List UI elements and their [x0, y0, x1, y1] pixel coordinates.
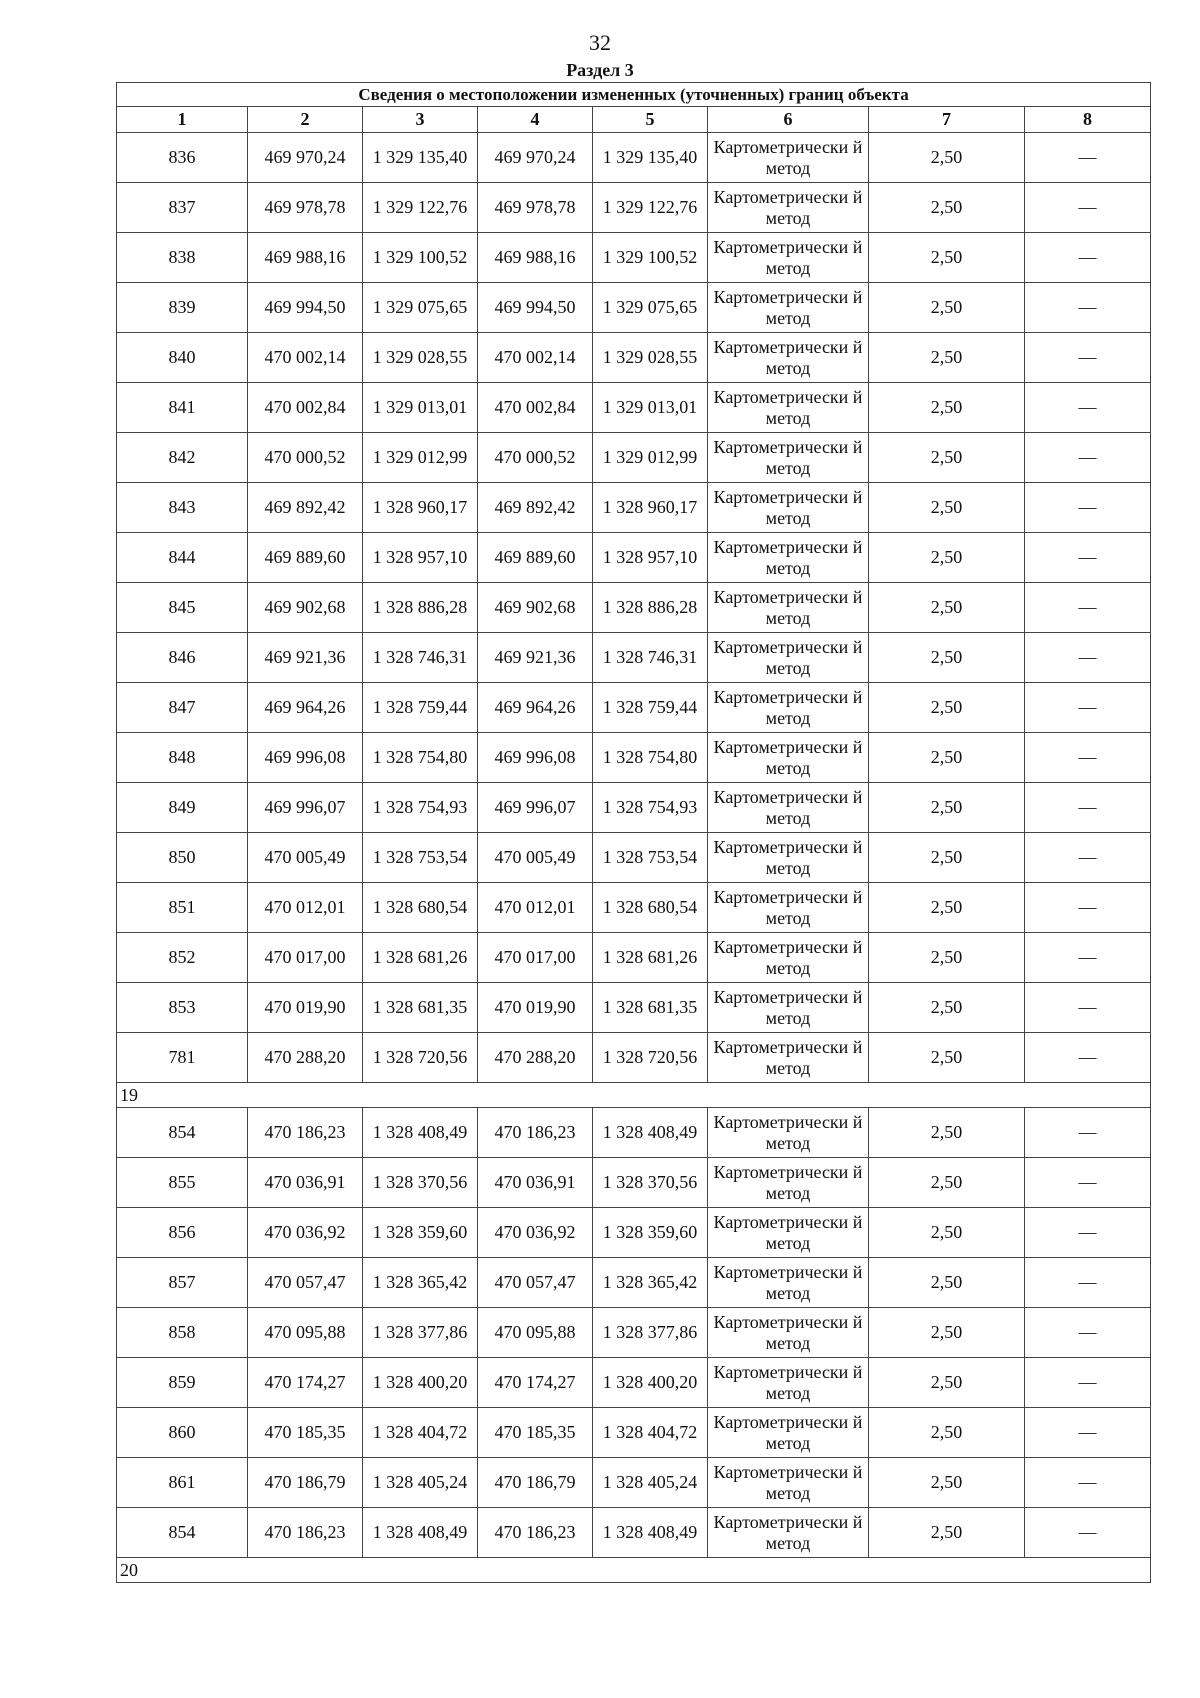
- cell-y-old: 1 328 753,54: [363, 833, 478, 883]
- cell-x-new: 469 892,42: [478, 483, 593, 533]
- cell-accuracy: 2,50: [869, 433, 1025, 483]
- cell-description: —: [1025, 1408, 1151, 1458]
- cell-y-new: 1 328 377,86: [593, 1308, 708, 1358]
- cell-point-number: 781: [117, 1033, 248, 1083]
- cell-method: Картометрически й метод: [708, 1033, 869, 1083]
- cell-x-old: 469 988,16: [248, 233, 363, 283]
- cell-point-number: 859: [117, 1358, 248, 1408]
- cell-method: Картометрически й метод: [708, 1308, 869, 1358]
- cell-method: Картометрически й метод: [708, 383, 869, 433]
- cell-y-new: 1 328 746,31: [593, 633, 708, 683]
- cell-y-new: 1 329 012,99: [593, 433, 708, 483]
- cell-accuracy: 2,50: [869, 1408, 1025, 1458]
- cell-point-number: 855: [117, 1158, 248, 1208]
- cell-x-old: 470 185,35: [248, 1408, 363, 1458]
- cell-x-new: 469 996,07: [478, 783, 593, 833]
- cell-accuracy: 2,50: [869, 183, 1025, 233]
- cell-y-old: 1 329 013,01: [363, 383, 478, 433]
- cell-description: —: [1025, 283, 1151, 333]
- table-row: [117, 683, 1151, 733]
- cell-x-new: 470 174,27: [478, 1358, 593, 1408]
- cell-accuracy: 2,50: [869, 483, 1025, 533]
- cell-y-old: 1 328 754,93: [363, 783, 478, 833]
- cell-method: Картометрически й метод: [708, 583, 869, 633]
- cell-method: Картометрически й метод: [708, 733, 869, 783]
- column-number-2: 2: [248, 107, 363, 133]
- table-row: [117, 733, 1151, 783]
- cell-x-old: 470 002,14: [248, 333, 363, 383]
- cell-description: —: [1025, 1033, 1151, 1083]
- cell-y-old: 1 328 960,17: [363, 483, 478, 533]
- table-row: [117, 1158, 1151, 1208]
- cell-description: —: [1025, 1208, 1151, 1258]
- cell-y-new: 1 328 408,49: [593, 1508, 708, 1558]
- cell-description: —: [1025, 183, 1151, 233]
- cell-accuracy: 2,50: [869, 633, 1025, 683]
- cell-point-number: 836: [117, 133, 248, 183]
- column-number-4: 4: [478, 107, 593, 133]
- table-row: [117, 233, 1151, 283]
- cell-y-new: 1 328 359,60: [593, 1208, 708, 1258]
- cell-accuracy: 2,50: [869, 233, 1025, 283]
- cell-x-new: 470 036,92: [478, 1208, 593, 1258]
- cell-x-old: 469 970,24: [248, 133, 363, 183]
- cell-y-old: 1 329 100,52: [363, 233, 478, 283]
- cell-y-old: 1 328 408,49: [363, 1108, 478, 1158]
- cell-x-new: 470 002,14: [478, 333, 593, 383]
- cell-method: Картометрически й метод: [708, 183, 869, 233]
- cell-y-new: 1 328 404,72: [593, 1408, 708, 1458]
- page-number: 32: [589, 30, 611, 55]
- cell-method: Картометрически й метод: [708, 233, 869, 283]
- cell-description: —: [1025, 383, 1151, 433]
- cell-point-number: 839: [117, 283, 248, 333]
- cell-method: Картометрически й метод: [708, 1458, 869, 1508]
- cell-method: Картометрически й метод: [708, 1158, 869, 1208]
- cell-x-new: 470 000,52: [478, 433, 593, 483]
- cell-method: Картометрически й метод: [708, 1208, 869, 1258]
- cell-point-number: 850: [117, 833, 248, 883]
- cell-x-old: 469 902,68: [248, 583, 363, 633]
- cell-point-number: 853: [117, 983, 248, 1033]
- cell-method: Картометрически й метод: [708, 833, 869, 883]
- cell-accuracy: 2,50: [869, 383, 1025, 433]
- cell-y-old: 1 328 759,44: [363, 683, 478, 733]
- table-row: [117, 1208, 1151, 1258]
- cell-point-number: 857: [117, 1258, 248, 1308]
- cell-method: Картометрически й метод: [708, 533, 869, 583]
- cell-x-new: 470 017,00: [478, 933, 593, 983]
- cell-x-old: 469 921,36: [248, 633, 363, 683]
- cell-x-old: 470 174,27: [248, 1358, 363, 1408]
- cell-point-number: 861: [117, 1458, 248, 1508]
- cell-y-old: 1 328 746,31: [363, 633, 478, 683]
- cell-y-new: 1 329 075,65: [593, 283, 708, 333]
- cell-description: —: [1025, 133, 1151, 183]
- table-row: [117, 1258, 1151, 1308]
- column-number-8: 8: [1025, 107, 1151, 133]
- cell-y-old: 1 328 754,80: [363, 733, 478, 783]
- cell-y-old: 1 328 404,72: [363, 1408, 478, 1458]
- cell-description: —: [1025, 733, 1151, 783]
- cell-x-new: 469 970,24: [478, 133, 593, 183]
- table-row: [117, 283, 1151, 333]
- section-title: Раздел 3: [566, 60, 634, 80]
- table-row: [117, 1108, 1151, 1158]
- cell-y-old: 1 328 400,20: [363, 1358, 478, 1408]
- column-number-5: 5: [593, 107, 708, 133]
- cell-description: —: [1025, 1158, 1151, 1208]
- cell-x-new: 470 186,23: [478, 1508, 593, 1558]
- cell-y-new: 1 329 122,76: [593, 183, 708, 233]
- table-row: [117, 533, 1151, 583]
- cell-description: —: [1025, 1308, 1151, 1358]
- cell-method: Картометрически й метод: [708, 133, 869, 183]
- cell-x-old: 469 892,42: [248, 483, 363, 533]
- table-row: [117, 1408, 1151, 1458]
- cell-point-number: 841: [117, 383, 248, 433]
- table-row: [117, 133, 1151, 183]
- table-row: [117, 933, 1151, 983]
- cell-x-old: 470 095,88: [248, 1308, 363, 1358]
- cell-description: —: [1025, 683, 1151, 733]
- cell-accuracy: 2,50: [869, 733, 1025, 783]
- cell-x-old: 470 000,52: [248, 433, 363, 483]
- table-row: [117, 633, 1151, 683]
- cell-accuracy: 2,50: [869, 1033, 1025, 1083]
- cell-method: Картометрически й метод: [708, 1358, 869, 1408]
- cell-y-new: 1 328 405,24: [593, 1458, 708, 1508]
- cell-point-number: 858: [117, 1308, 248, 1358]
- cell-x-new: 470 019,90: [478, 983, 593, 1033]
- cell-description: —: [1025, 933, 1151, 983]
- cell-description: —: [1025, 233, 1151, 283]
- cell-x-new: 469 889,60: [478, 533, 593, 583]
- table-row: [117, 383, 1151, 433]
- cell-method: Картометрически й метод: [708, 483, 869, 533]
- cell-x-old: 470 186,23: [248, 1108, 363, 1158]
- cell-y-new: 1 328 365,42: [593, 1258, 708, 1308]
- cell-x-new: 470 005,49: [478, 833, 593, 883]
- cell-point-number: 847: [117, 683, 248, 733]
- cell-accuracy: 2,50: [869, 583, 1025, 633]
- cell-x-new: 470 288,20: [478, 1033, 593, 1083]
- cell-x-old: 470 036,92: [248, 1208, 363, 1258]
- cell-point-number: 845: [117, 583, 248, 633]
- cell-point-number: 860: [117, 1408, 248, 1458]
- cell-point-number: 840: [117, 333, 248, 383]
- cell-y-old: 1 328 377,86: [363, 1308, 478, 1358]
- cell-x-new: 469 994,50: [478, 283, 593, 333]
- cell-point-number: 851: [117, 883, 248, 933]
- cell-accuracy: 2,50: [869, 1208, 1025, 1258]
- cell-accuracy: 2,50: [869, 683, 1025, 733]
- cell-x-old: 469 996,07: [248, 783, 363, 833]
- cell-accuracy: 2,50: [869, 133, 1025, 183]
- cell-accuracy: 2,50: [869, 533, 1025, 583]
- cell-y-old: 1 329 135,40: [363, 133, 478, 183]
- cell-accuracy: 2,50: [869, 783, 1025, 833]
- table-row: [117, 183, 1151, 233]
- cell-accuracy: 2,50: [869, 1358, 1025, 1408]
- cell-accuracy: 2,50: [869, 333, 1025, 383]
- cell-accuracy: 2,50: [869, 1508, 1025, 1558]
- table-row: [117, 783, 1151, 833]
- cell-description: —: [1025, 983, 1151, 1033]
- cell-accuracy: 2,50: [869, 833, 1025, 883]
- cell-x-new: 469 978,78: [478, 183, 593, 233]
- cell-description: —: [1025, 783, 1151, 833]
- cell-y-old: 1 328 365,42: [363, 1258, 478, 1308]
- table-row: [117, 1458, 1151, 1508]
- cell-x-old: 470 005,49: [248, 833, 363, 883]
- cell-point-number: 852: [117, 933, 248, 983]
- cell-y-new: 1 328 408,49: [593, 1108, 708, 1158]
- cell-y-new: 1 328 681,35: [593, 983, 708, 1033]
- cell-x-new: 470 186,23: [478, 1108, 593, 1158]
- cell-x-old: 470 019,90: [248, 983, 363, 1033]
- table-row: [117, 1033, 1151, 1083]
- cell-point-number: 854: [117, 1508, 248, 1558]
- cell-y-new: 1 328 759,44: [593, 683, 708, 733]
- cell-method: Картометрически й метод: [708, 883, 869, 933]
- cell-method: Картометрически й метод: [708, 633, 869, 683]
- table-row: [117, 983, 1151, 1033]
- cell-point-number: 846: [117, 633, 248, 683]
- cell-x-new: 469 988,16: [478, 233, 593, 283]
- cell-description: —: [1025, 1108, 1151, 1158]
- cell-point-number: 842: [117, 433, 248, 483]
- cell-x-new: 470 185,35: [478, 1408, 593, 1458]
- cell-method: Картометрически й метод: [708, 333, 869, 383]
- table-body: [117, 133, 1151, 1583]
- table-row: [117, 833, 1151, 883]
- cell-description: —: [1025, 333, 1151, 383]
- cell-y-new: 1 328 681,26: [593, 933, 708, 983]
- cell-method: Картометрически й метод: [708, 783, 869, 833]
- column-number-3: 3: [363, 107, 478, 133]
- cell-method: Картометрически й метод: [708, 1108, 869, 1158]
- cell-description: —: [1025, 433, 1151, 483]
- cell-description: —: [1025, 1258, 1151, 1308]
- cell-y-new: 1 328 754,80: [593, 733, 708, 783]
- cell-y-old: 1 328 408,49: [363, 1508, 478, 1558]
- cell-method: Картометрически й метод: [708, 1258, 869, 1308]
- cell-x-old: 470 012,01: [248, 883, 363, 933]
- cell-method: Картометрически й метод: [708, 1508, 869, 1558]
- cell-accuracy: 2,50: [869, 933, 1025, 983]
- cell-y-old: 1 329 075,65: [363, 283, 478, 333]
- cell-description: —: [1025, 883, 1151, 933]
- cell-method: Картометрически й метод: [708, 683, 869, 733]
- cell-method: Картометрически й метод: [708, 283, 869, 333]
- cell-y-new: 1 329 013,01: [593, 383, 708, 433]
- cell-accuracy: 2,50: [869, 983, 1025, 1033]
- cell-point-number: 837: [117, 183, 248, 233]
- cell-y-old: 1 328 681,26: [363, 933, 478, 983]
- cell-description: —: [1025, 1458, 1151, 1508]
- cell-x-new: 470 036,91: [478, 1158, 593, 1208]
- cell-y-new: 1 328 960,17: [593, 483, 708, 533]
- column-number-7: 7: [869, 107, 1025, 133]
- cell-x-old: 469 994,50: [248, 283, 363, 333]
- cell-x-new: 470 186,79: [478, 1458, 593, 1508]
- cell-x-old: 470 036,91: [248, 1158, 363, 1208]
- cell-x-old: 470 186,23: [248, 1508, 363, 1558]
- cell-accuracy: 2,50: [869, 1458, 1025, 1508]
- cell-method: Картометрически й метод: [708, 983, 869, 1033]
- cell-point-number: 848: [117, 733, 248, 783]
- cell-x-old: 470 002,84: [248, 383, 363, 433]
- cell-x-new: 470 002,84: [478, 383, 593, 433]
- cell-method: Картометрически й метод: [708, 433, 869, 483]
- cell-accuracy: 2,50: [869, 1108, 1025, 1158]
- cell-description: —: [1025, 1358, 1151, 1408]
- contour-divider-row: [117, 1083, 1151, 1108]
- table-row: [117, 483, 1151, 533]
- cell-x-new: 469 902,68: [478, 583, 593, 633]
- table-row: [117, 1308, 1151, 1358]
- cell-y-old: 1 328 680,54: [363, 883, 478, 933]
- cell-x-old: 470 057,47: [248, 1258, 363, 1308]
- cell-x-old: 469 889,60: [248, 533, 363, 583]
- cell-y-old: 1 328 886,28: [363, 583, 478, 633]
- coordinates-table: [116, 82, 1151, 1583]
- contour-number: 19: [117, 1083, 1151, 1108]
- cell-description: —: [1025, 1508, 1151, 1558]
- cell-x-new: 470 012,01: [478, 883, 593, 933]
- cell-description: —: [1025, 483, 1151, 533]
- cell-y-new: 1 329 100,52: [593, 233, 708, 283]
- cell-y-old: 1 328 720,56: [363, 1033, 478, 1083]
- cell-description: —: [1025, 633, 1151, 683]
- cell-y-old: 1 328 405,24: [363, 1458, 478, 1508]
- table-row: [117, 1358, 1151, 1408]
- cell-y-new: 1 328 400,20: [593, 1358, 708, 1408]
- cell-x-old: 469 978,78: [248, 183, 363, 233]
- cell-point-number: 844: [117, 533, 248, 583]
- cell-y-old: 1 328 681,35: [363, 983, 478, 1033]
- cell-method: Картометрически й метод: [708, 933, 869, 983]
- contour-divider-row: [117, 1558, 1151, 1583]
- cell-point-number: 843: [117, 483, 248, 533]
- cell-point-number: 849: [117, 783, 248, 833]
- cell-y-old: 1 328 957,10: [363, 533, 478, 583]
- cell-description: —: [1025, 533, 1151, 583]
- cell-x-new: 469 996,08: [478, 733, 593, 783]
- cell-y-old: 1 329 122,76: [363, 183, 478, 233]
- contour-number: 20: [117, 1558, 1151, 1583]
- table-row: [117, 1508, 1151, 1558]
- cell-accuracy: 2,50: [869, 283, 1025, 333]
- cell-y-old: 1 328 359,60: [363, 1208, 478, 1258]
- cell-y-old: 1 328 370,56: [363, 1158, 478, 1208]
- cell-accuracy: 2,50: [869, 1308, 1025, 1358]
- table-row: [117, 333, 1151, 383]
- cell-x-new: 470 095,88: [478, 1308, 593, 1358]
- cell-x-new: 469 921,36: [478, 633, 593, 683]
- cell-point-number: 854: [117, 1108, 248, 1158]
- cell-description: —: [1025, 833, 1151, 883]
- cell-x-new: 470 057,47: [478, 1258, 593, 1308]
- column-number-6: 6: [708, 107, 869, 133]
- cell-accuracy: 2,50: [869, 883, 1025, 933]
- cell-y-new: 1 328 886,28: [593, 583, 708, 633]
- column-number-1: 1: [117, 107, 248, 133]
- cell-x-old: 469 964,26: [248, 683, 363, 733]
- cell-y-old: 1 329 028,55: [363, 333, 478, 383]
- cell-y-new: 1 328 720,56: [593, 1033, 708, 1083]
- cell-y-new: 1 328 754,93: [593, 783, 708, 833]
- cell-accuracy: 2,50: [869, 1258, 1025, 1308]
- cell-y-new: 1 328 753,54: [593, 833, 708, 883]
- cell-x-old: 469 996,08: [248, 733, 363, 783]
- cell-y-new: 1 328 370,56: [593, 1158, 708, 1208]
- cell-y-new: 1 329 135,40: [593, 133, 708, 183]
- cell-y-old: 1 329 012,99: [363, 433, 478, 483]
- cell-accuracy: 2,50: [869, 1158, 1025, 1208]
- cell-x-old: 470 288,20: [248, 1033, 363, 1083]
- table-row: [117, 883, 1151, 933]
- cell-description: —: [1025, 583, 1151, 633]
- table-row: [117, 433, 1151, 483]
- cell-x-old: 470 017,00: [248, 933, 363, 983]
- cell-y-new: 1 328 957,10: [593, 533, 708, 583]
- cell-x-new: 469 964,26: [478, 683, 593, 733]
- table-row: [117, 583, 1151, 633]
- cell-point-number: 856: [117, 1208, 248, 1258]
- cell-y-new: 1 329 028,55: [593, 333, 708, 383]
- cell-x-old: 470 186,79: [248, 1458, 363, 1508]
- cell-y-new: 1 328 680,54: [593, 883, 708, 933]
- cell-point-number: 838: [117, 233, 248, 283]
- cell-method: Картометрически й метод: [708, 1408, 869, 1458]
- table-caption: Сведения о местоположении измененных (уточненных) границ объекта: [117, 83, 1151, 107]
- column-number-row: [117, 107, 1151, 133]
